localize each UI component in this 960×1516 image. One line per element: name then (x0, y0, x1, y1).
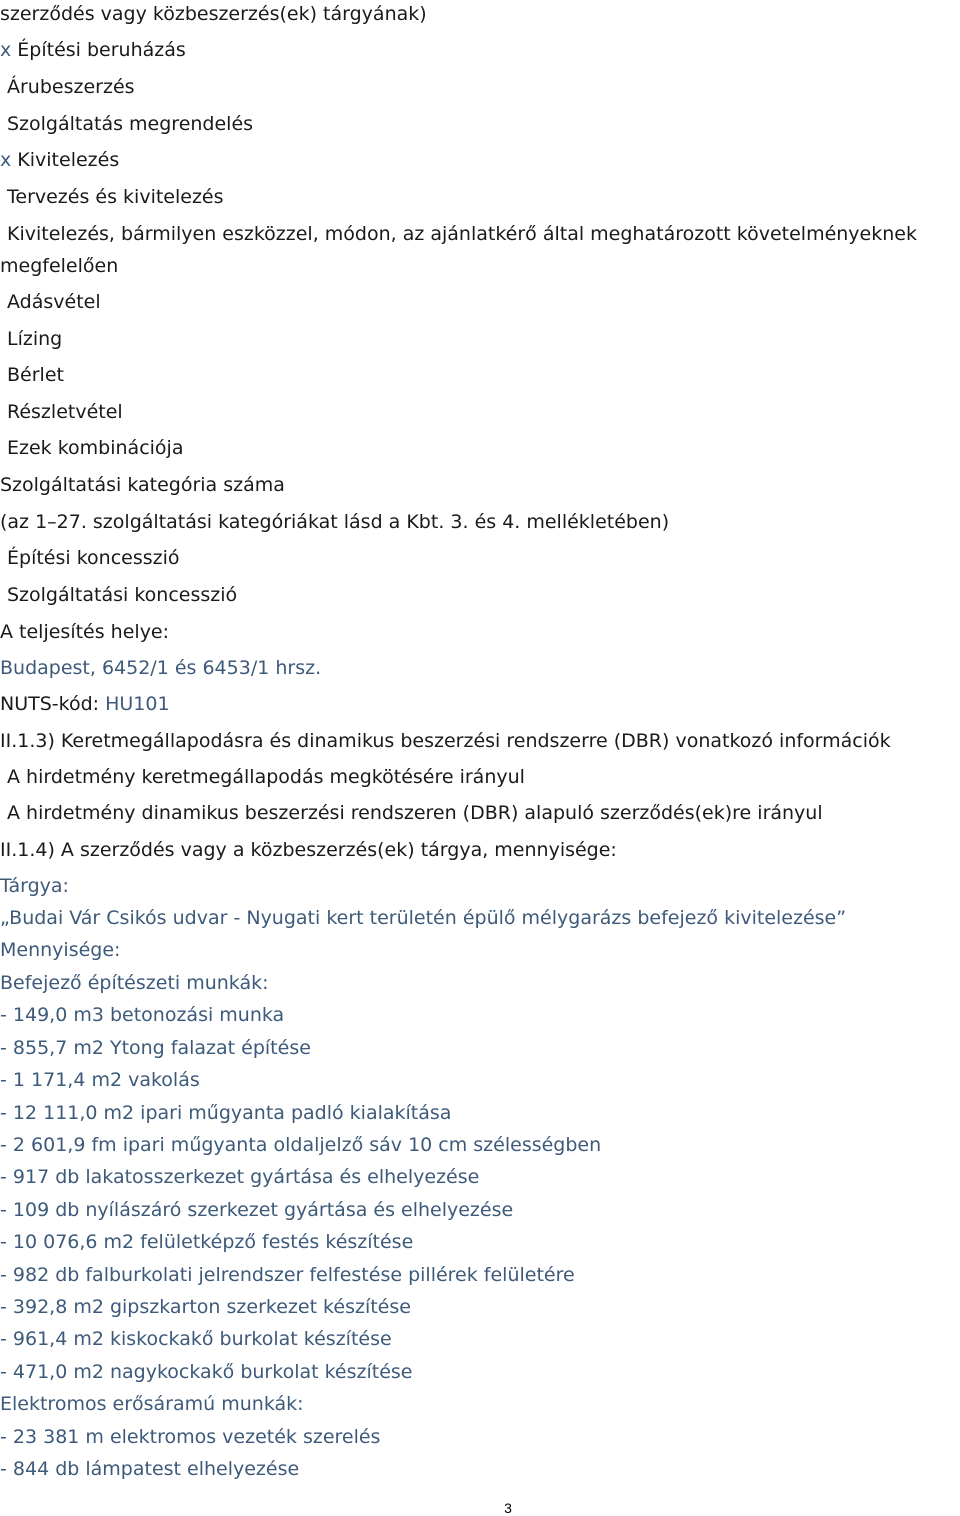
finishing-item: - 392,8 m2 gipszkarton szerkezet készítése (0, 1296, 411, 1318)
contract-type-option-12: Építési koncesszió (7, 547, 180, 569)
place-label: A teljesítés helye: (0, 621, 170, 643)
finishing-item: - 961,4 m2 kiskockakő burkolat készítése (0, 1328, 392, 1350)
finishing-works-label: Befejező építészeti munkák: (0, 972, 269, 994)
finishing-item: - 855,7 m2 Ytong falazat építése (0, 1037, 311, 1059)
page-number: 3 (504, 1500, 512, 1516)
contract-type-option-2: Árubeszerzés (7, 76, 135, 98)
finishing-item: - 471,0 m2 nagykockakő burkolat készítése (0, 1361, 413, 1383)
finishing-item: - 149,0 m3 betonozási munka (0, 1004, 285, 1026)
contract-type-option-6b: megfelelően (0, 255, 119, 277)
nuts-label: NUTS-kód: (0, 693, 100, 715)
option-label: Kivitelezés (17, 149, 120, 171)
contract-type-option-5: Tervezés és kivitelezés (7, 186, 224, 208)
finishing-item: - 109 db nyílászáró szerkezet gyártása és elhelyezése (0, 1199, 514, 1221)
contract-type-option-13: Szolgáltatási koncesszió (7, 584, 238, 606)
finishing-item: - 982 db falburkolati jelrendszer felfestése pillérek felületére (0, 1264, 575, 1286)
selected-mark: x (0, 39, 12, 61)
service-category-label: Szolgáltatási kategória száma (0, 474, 285, 496)
contract-type-option-9: Bérlet (7, 364, 64, 386)
contract-type-option-8: Lízing (7, 328, 63, 350)
finishing-item: - 10 076,6 m2 felületképző festés készítése (0, 1231, 414, 1253)
electrical-item: - 23 381 m elektromos vezeték szerelés (0, 1426, 381, 1448)
electrical-works-label: Elektromos erősáramú munkák: (0, 1393, 304, 1415)
finishing-item: - 2 601,9 fm ipari műgyanta oldaljelző sáv 10 cm szélességben (0, 1134, 602, 1156)
contract-type-option-6a: Kivitelezés, bármilyen eszközzel, módon, az ajánlatkérő által meghatározott követelményeknek (7, 223, 917, 245)
electrical-item: - 844 db lámpatest elhelyezése (0, 1458, 300, 1480)
nuts-value: HU101 (105, 693, 170, 715)
contract-type-option-7: Adásvétel (7, 291, 101, 313)
section-2-1-3-option-1: A hirdetmény keretmegállapodás megkötésére irányul (7, 766, 525, 788)
contract-type-option-1 (0, 38, 186, 62)
section-2-1-3-option-2: A hirdetmény dinamikus beszerzési rendszeren (DBR) alapuló szerződés(ek)re irányul (7, 802, 823, 824)
selected-mark: x (0, 149, 12, 171)
finishing-item: - 1 171,4 m2 vakolás (0, 1069, 200, 1091)
subject-value: „Budai Vár Csikós udvar - Nyugati kert területén épülő mélygarázs befejező kivitelezése” (0, 907, 847, 929)
contract-type-option-3: Szolgáltatás megrendelés (7, 113, 254, 135)
contract-type-option-11: Ezek kombinációja (7, 437, 184, 459)
place-value: Budapest, 6452/1 és 6453/1 hrsz. (0, 657, 322, 679)
service-category-note: (az 1–27. szolgáltatási kategóriákat lásd a Kbt. 3. és 4. mellékletében) (0, 511, 670, 533)
finishing-item: - 12 111,0 m2 ipari műgyanta padló kialakítása (0, 1102, 452, 1124)
section-2-1-4-heading: II.1.4) A szerződés vagy a közbeszerzés(ek) tárgya, mennyisége: (0, 839, 617, 861)
section-2-1-3-heading: II.1.3) Keretmegállapodásra és dinamikus beszerzési rendszerre (DBR) vonatkozó információk (0, 730, 891, 752)
contract-type-option-10: Részletvétel (7, 401, 123, 423)
finishing-item: - 917 db lakatosszerkezet gyártása és elhelyezése (0, 1166, 480, 1188)
nuts-code (0, 692, 170, 716)
option-label: Építési beruházás (17, 39, 186, 61)
quantity-label: Mennyisége: (0, 939, 121, 961)
contract-type-option-4 (0, 148, 119, 172)
subject-label: Tárgya: (0, 875, 69, 897)
header-line: szerződés vagy közbeszerzés(ek) tárgyának) (0, 3, 427, 25)
